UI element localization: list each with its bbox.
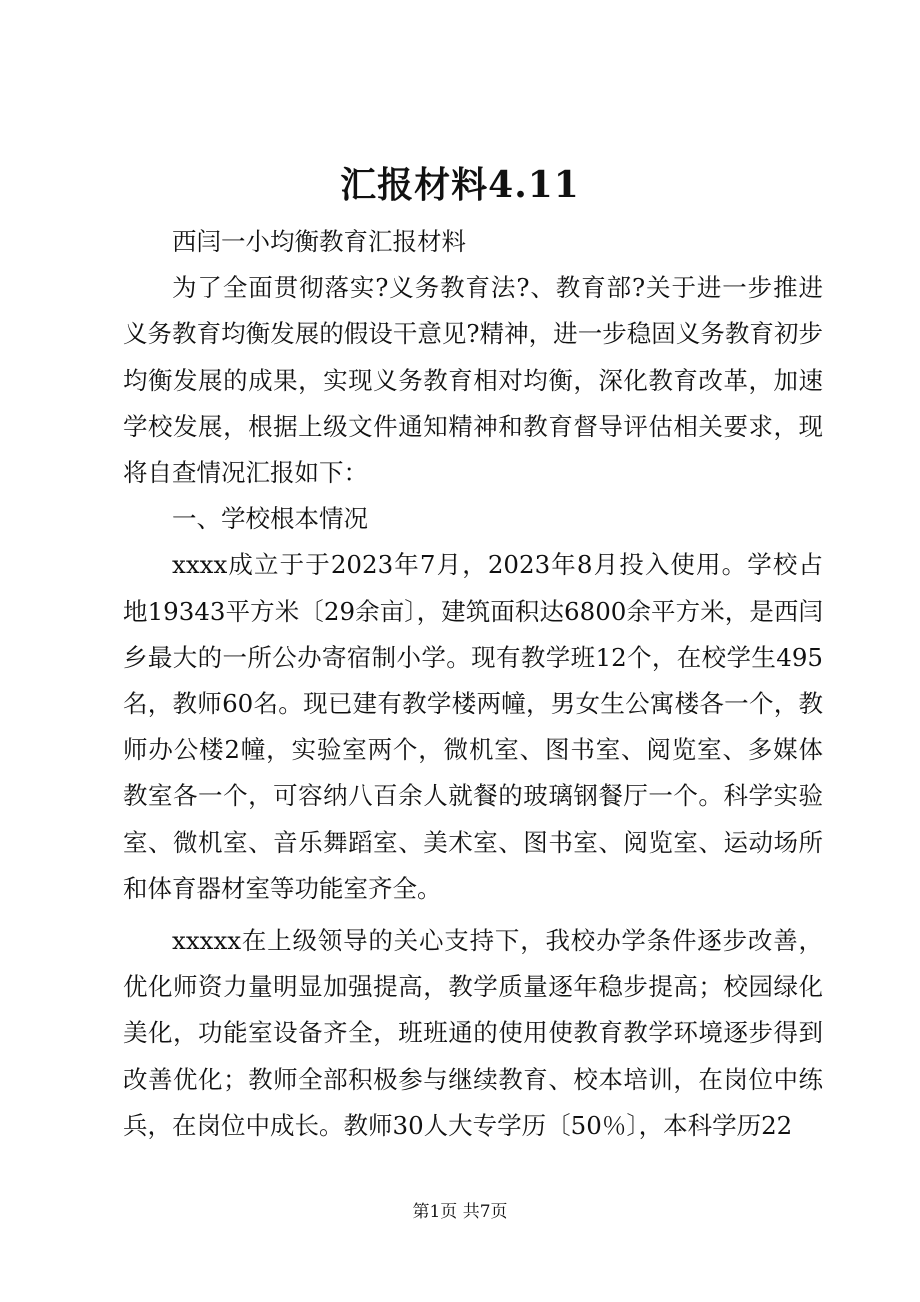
paragraph-intro: 为了全面贯彻落实?义务教育法?、教育部?关于进一步推进义务教育均衡发展的假设干意见?精神，进一步稳固义务教育初步均衡发展的成果，实现义务教育相对均衡，深化教育改革，加速学校发展，根据上级文件通知精神和教育督导评估相关要求，现将自查情况汇报如下：	[123, 273, 823, 488]
page-number-footer: 第1页 共7页	[412, 1202, 508, 1222]
document-body	[123, 219, 823, 1149]
paragraph-subtitle: 西闫一小均衡教育汇报材料	[172, 227, 466, 256]
document-title: 汇报材料4.11	[340, 164, 580, 206]
section-heading: 一、学校根本情况	[172, 504, 368, 534]
paragraph-development: xxxxx在上级领导的关心支持下，我校办学条件逐步改善，优化师资力量明显加强提高，教学质量逐年稳步提高；校园绿化美化，功能室设备齐全，班班通的使用使教育教学环境逐步得到改善优化；教师全部积极参与继续教育、校本培训，在岗位中练兵，在岗位中成长。教师30人大专学历〔50％〕，本科学历22	[123, 926, 823, 1140]
paragraph-school-info: xxxx成立于于2023年7月，2023年8月投入使用。学校占地19343平方米〔29余亩〕，建筑面积达6800余平方米，是西闫乡最大的一所公办寄宿制小学。现有教学班12个，在校学生495名，教师60名。现已建有教学楼两幢，男女生公寓楼各一个，教师办公楼2幢，实验室两个，微机室、图书室、阅览室、多媒体教室各一个，可容纳八百余人就餐的玻璃钢餐厅一个。科学实验室、微机室、音乐舞蹈室、美术室、图书室、阅览室、运动场所和体育器材室等功能室齐全。	[123, 550, 823, 903]
